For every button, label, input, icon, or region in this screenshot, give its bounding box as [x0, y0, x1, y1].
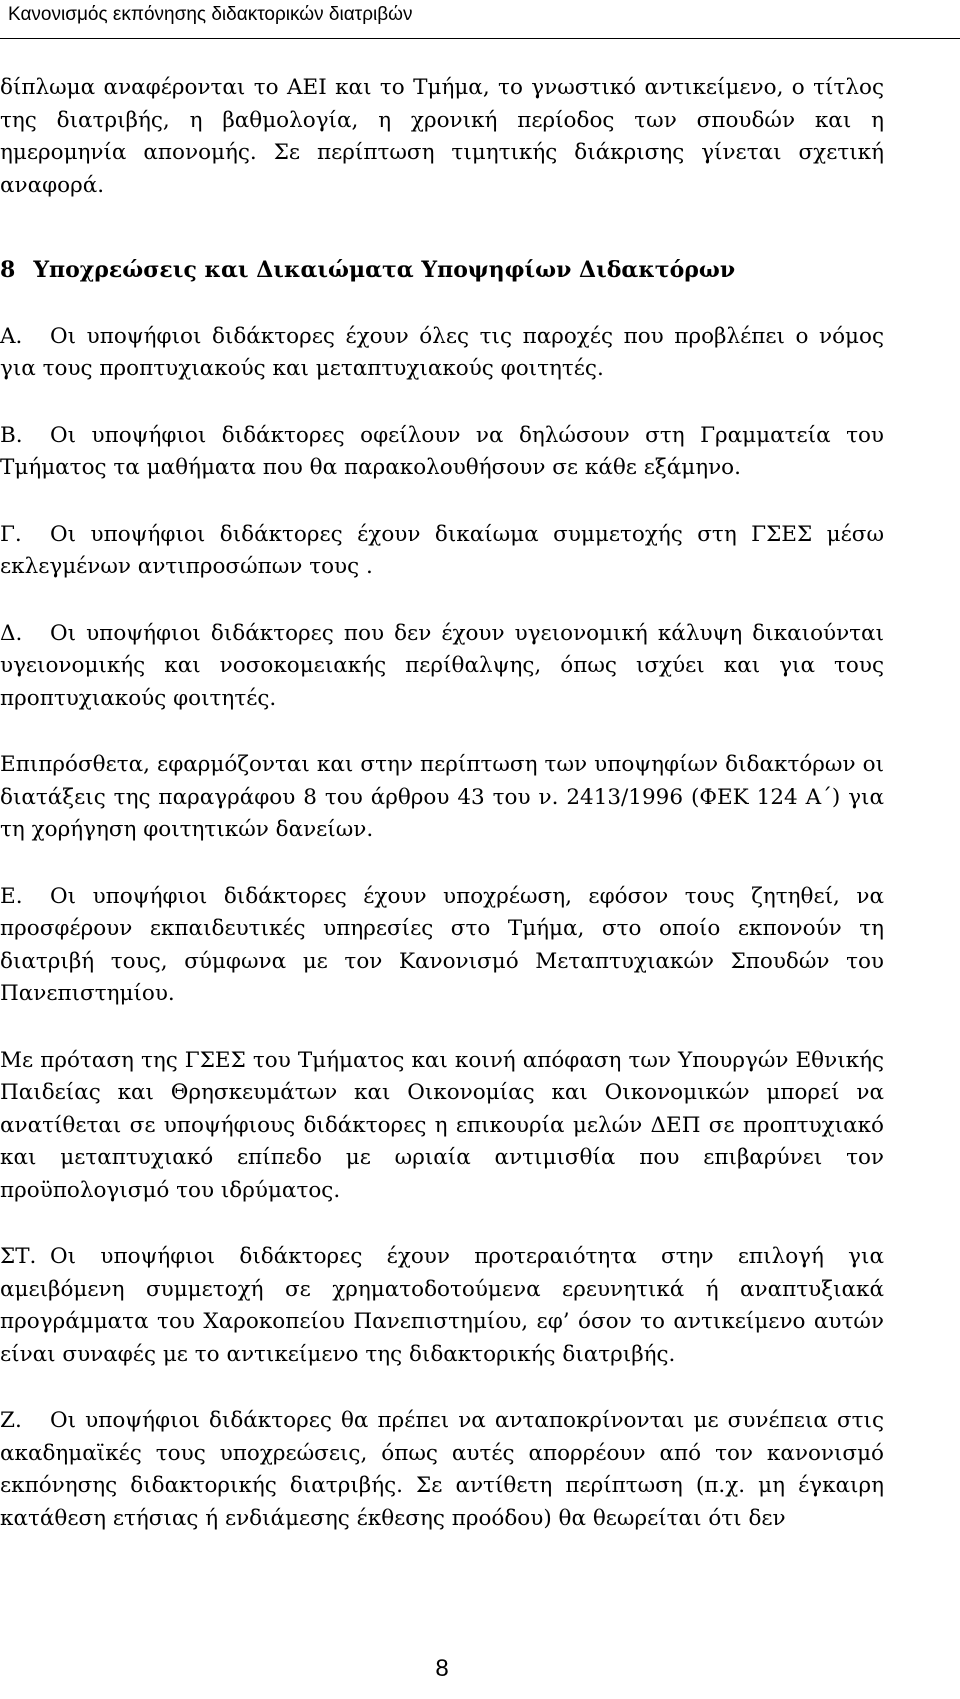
paragraph-z	[0, 1405, 884, 1535]
item-label: Ε.	[0, 883, 23, 909]
paragraph-st	[0, 1241, 884, 1371]
paragraph-a	[0, 321, 884, 386]
continuation-paragraph: δίπλωμα αναφέρονται το ΑΕΙ και το Τμήμα, το γνωστικό αντικείμενο, ο τίτλος της διατριβής, η βαθμολογία, η χρονική περίοδος των σπουδών και η ημερομηνία απονομής. Σε περίπτωση τιμητικής διάκρισης γίνεται σχετική αναφορά.	[0, 75, 884, 198]
paragraph-d-addendum: Επιπρόσθετα, εφαρμόζονται και στην περίπτωση των υποψηφίων διδακτόρων οι διατάξεις της παραγράφου 8 του άρθρου 43 του ν. 2413/1996 (ΦΕΚ 124 Α΄) για τη χορήγηση φοιτητικών δανείων.	[0, 752, 884, 842]
paragraph-e	[0, 881, 884, 1011]
item-label: Ζ.	[0, 1408, 22, 1433]
running-header: Κανονισμός εκπόνησης διδακτορικών διατριβών	[8, 4, 413, 25]
item-label: ΣΤ.	[0, 1244, 37, 1269]
item-label: Γ.	[0, 521, 22, 547]
item-label: Β.	[0, 422, 23, 448]
paragraph-d	[0, 618, 884, 716]
item-text: Οι υποψήφιοι διδάκτορες έχουν προτεραιότητα στην επιλογή για αμειβόμενη συμμετοχή σε χρηματοδοτούμενα ερευνητικά ή αναπτυξιακά προγράμματα του Χαροκοπείου Πανεπιστημίου, εφ’ όσον το αντικείμενο αυτών είναι συναφές με το αντικείμενο της διδακτορικής διατριβής.	[0, 1244, 884, 1367]
paragraph-e-addendum: Με πρόταση της ΓΣΕΣ του Τμήματος και κοινή απόφαση των Υπουργών Εθνικής Παιδείας και Θρησκευμάτων και Οικονομίας και Οικονομικών μπορεί να ανατίθεται σε υποψήφιους διδάκτορες η επικουρία μελών ΔΕΠ σε προπτυχιακό και μεταπτυχιακό επίπεδο με ωριαία αντιμισθία που επιβαρύνει τον προϋπολογισμό του ιδρύματος.	[0, 1047, 884, 1203]
item-text: Οι υποψήφιοι διδάκτορες οφείλουν να δηλώσουν στη Γραμματεία του Τμήματος τα μαθήματα που θα παρακολουθήσουν σε κάθε εξάμηνο.	[0, 422, 884, 480]
section-heading	[0, 254, 884, 287]
item-text: Οι υποψήφιοι διδάκτορες έχουν δικαίωμα συμμετοχής στη ΓΣΕΣ μέσω εκλεγμένων αντιπροσώπων τους .	[0, 521, 884, 579]
section-title: Υποχρεώσεις και Δικαιώματα Υποψηφίων Διδακτόρων	[33, 257, 736, 283]
section-number: 8	[0, 257, 16, 283]
item-text: Οι υποψήφιοι διδάκτορες έχουν υποχρέωση, εφόσον τους ζητηθεί, να προσφέρουν εκπαιδευτικές υπηρεσίες στο Τμήμα, στο οποίο εκπονούν τη διατριβή τους, σύμφωνα με τον Κανονισμό Μεταπτυχιακών Σπουδών του Πανεπιστημίου.	[0, 883, 884, 1006]
paragraph-c	[0, 519, 884, 584]
item-text: Οι υποψήφιοι διδάκτορες που δεν έχουν υγειονομική κάλυψη δικαιούνται υγειονομικής και νοσοκομειακής περίθαλψης, όπως ισχύει και για τους προπτυχιακούς φοιτητές.	[0, 620, 884, 711]
item-label: Α.	[0, 323, 23, 349]
item-text: Οι υποψήφιοι διδάκτορες θα πρέπει να ανταποκρίνονται με συνέπεια στις ακαδημαϊκές τους υποχρεώσεις, όπως αυτές απορρέουν από τον κανονισμό εκπόνησης διδακτορικής διατριβής. Σε αντίθετη περίπτωση (π.χ. μη έγκαιρη κατάθεση ετήσιας ή ενδιάμεσης έκθεσης προόδου) θα θεωρείται ότι δεν	[0, 1408, 884, 1531]
paragraph-b	[0, 420, 884, 485]
item-text: Οι υποψήφιοι διδάκτορες έχουν όλες τις παροχές που προβλέπει ο νόμος για τους προπτυχιακούς και μεταπτυχιακούς φοιτητές.	[0, 323, 884, 381]
document-body	[0, 72, 884, 1535]
item-label: Δ.	[0, 620, 23, 646]
header-rule	[0, 38, 960, 39]
page-number: 8	[435, 1655, 449, 1682]
